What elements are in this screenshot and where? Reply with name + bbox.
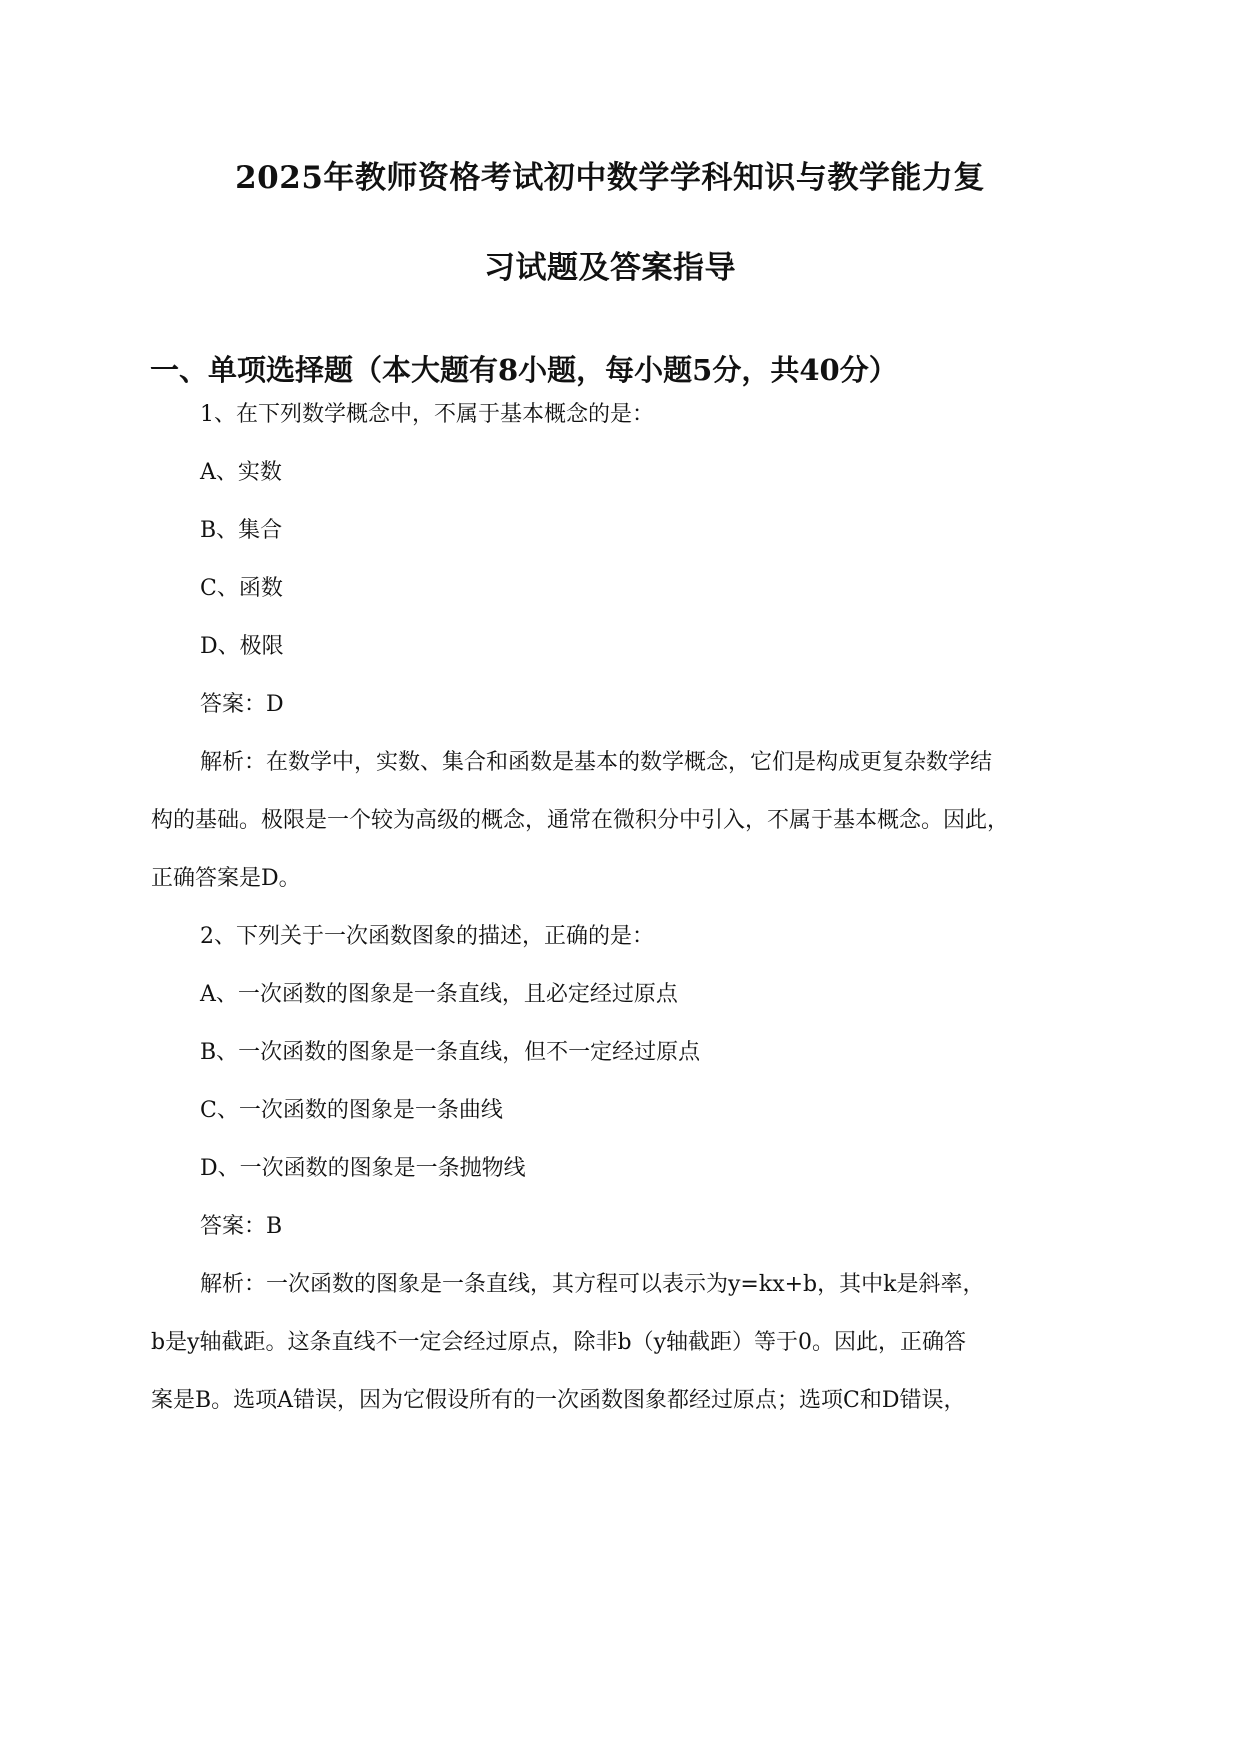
question-2-analysis-line-2: b是y轴截距。这条直线不一定会经过原点，除非b（y轴截距）等于0。因此，正确答 <box>151 1330 967 1355</box>
question-1-answer: 答案：D <box>200 692 284 717</box>
question-2-stem: 2、下列关于一次函数图象的描述，正确的是： <box>200 924 654 949</box>
question-1-stem: 1、在下列数学概念中，不属于基本概念的是： <box>200 402 654 427</box>
question-2-option-a: A、一次函数的图象是一条直线，且必定经过原点 <box>200 982 678 1007</box>
question-1-option-b: B、集合 <box>200 518 283 543</box>
section-heading: 一、单项选择题（本大题有8小题，每小题5分，共40分） <box>150 353 898 387</box>
document-title-line-2: 习试题及答案指导 <box>484 250 736 286</box>
question-1-option-a: A、实数 <box>200 460 282 485</box>
question-2-analysis-line-3: 案是B。选项A错误，因为它假设所有的一次函数图象都经过原点；选项C和D错误， <box>151 1388 966 1413</box>
question-1-analysis-line-2: 构的基础。极限是一个较为高级的概念，通常在微积分中引入，不属于基本概念。因此， <box>151 808 1010 833</box>
question-2-analysis-line-1: 解析：一次函数的图象是一条直线，其方程可以表示为y=kx+b，其中k是斜率， <box>200 1272 985 1297</box>
question-1-option-c: C、函数 <box>200 576 283 601</box>
question-1-analysis-line-1: 解析：在数学中，实数、集合和函数是基本的数学概念，它们是构成更复杂数学结 <box>200 750 993 775</box>
question-2-option-d: D、一次函数的图象是一条抛物线 <box>200 1156 526 1181</box>
question-1-analysis-line-3: 正确答案是D。 <box>151 866 301 891</box>
question-2-option-b: B、一次函数的图象是一条直线，但不一定经过原点 <box>200 1040 701 1065</box>
document-title-line-1: 2025年教师资格考试初中数学学科知识与教学能力复 <box>235 160 985 196</box>
question-2-answer: 答案：B <box>200 1214 283 1239</box>
question-1-option-d: D、极限 <box>200 634 284 659</box>
question-2-option-c: C、一次函数的图象是一条曲线 <box>200 1098 503 1123</box>
